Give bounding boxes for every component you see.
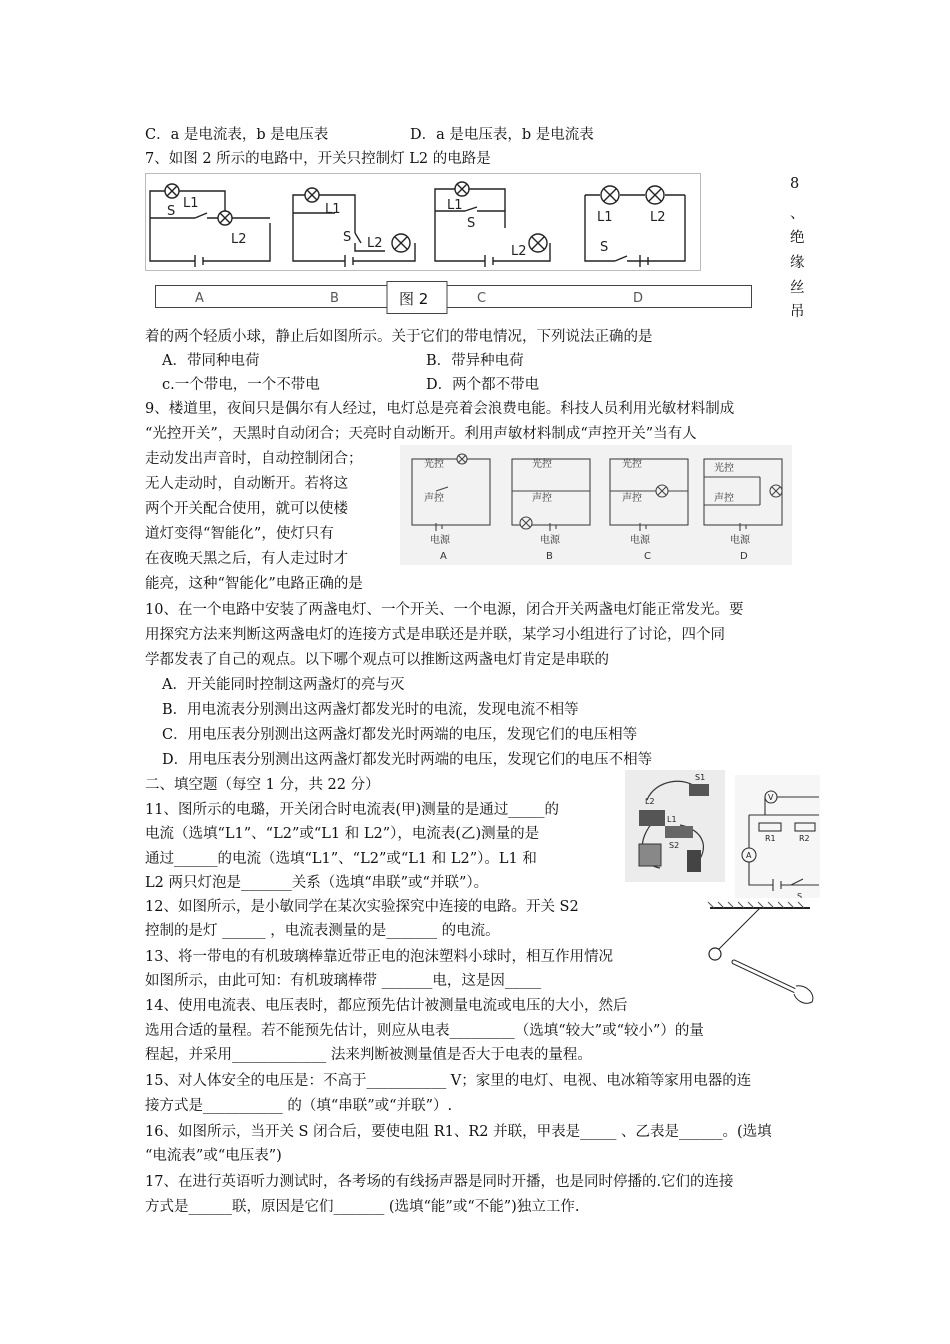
question-10: 10、在一个电路中安装了两盏电灯、一个开关、一个电源，闭合开关两盏电灯能正常发光。要: [145, 602, 744, 618]
question-9: 9、楼道里，夜间只是偶尔有人经过，电灯总是亮着会浪费电能。科技人员利用光敏材料制成: [145, 401, 735, 417]
question-15: 接方式是___________ 的（填“串联”或“并联”）.: [145, 1098, 453, 1114]
question-14: 程起，并采用_____________ 法来判断被测量值是否大于电表的量程。: [145, 1047, 592, 1063]
q8-vertical-char: 8: [790, 176, 800, 192]
figure-11-physical-circuit: [625, 770, 725, 882]
option-label: D: [633, 291, 644, 306]
question-16: “电流表”或“电压表”): [145, 1148, 282, 1164]
figure-9-circuits: [400, 445, 792, 565]
lamp-label: L2: [367, 236, 383, 251]
question-9: 道灯变得“智能化”，使灯只有: [145, 526, 334, 542]
lamp-label: S: [467, 216, 476, 231]
power-label: 电源: [430, 535, 450, 546]
section-heading-fill-in: 二、填空题（每空 1 分，共 22 分）: [145, 777, 380, 793]
option-a-q8: A．带同种电荷: [162, 353, 260, 369]
question-17: 方式是______联，原因是它们_______ (选填“能”或“不能”)独立工作.: [145, 1199, 580, 1215]
resistor-label: R2: [799, 834, 810, 843]
figure-2-option-bar: [155, 281, 755, 315]
q8-vertical-char: 丝: [790, 280, 805, 296]
question-10: 用探究方法来判断这两盏电灯的连接方式是串联还是并联，某学习小组进行了讨论，四个同: [145, 627, 725, 643]
option-c-q10: C．用电压表分别测出这两盏灯都发光时两端的电压，发现它们的电压相等: [162, 727, 638, 743]
figure-2-caption: 图 2: [399, 290, 429, 308]
option-label: D: [740, 551, 748, 562]
lamp-label: L2: [231, 232, 247, 247]
question-16: 16、如图所示，当开关 S 闭合后，要使电阻 R1、R2 并联，甲表是_____ 、乙表是______。(选填: [145, 1124, 772, 1140]
question-9: 走动发出声音时，自动控制闭合；: [145, 451, 363, 467]
figure-16-schematic: [735, 775, 820, 905]
question-9: 无人走动时，自动断开。若将这: [145, 476, 348, 492]
switch-label: 光控: [532, 459, 552, 470]
option-label: C: [644, 551, 651, 562]
switch-label: 声控: [714, 493, 734, 504]
question-8: 着的两个轻质小球，静止后如图所示。关于它们的带电情况，下列说法正确的是: [145, 329, 653, 345]
option-label: C: [477, 291, 487, 306]
option-label: B: [546, 551, 553, 562]
meter-label: A: [746, 851, 752, 860]
lamp-label: L1: [667, 815, 677, 824]
figure-2-circuits: [145, 173, 705, 273]
switch-label: 声控: [622, 493, 642, 504]
question-9: 在夜晚天黑之后，有人走过时才: [145, 551, 348, 567]
option-a-q10: A．开关能同时控制这两盏灯的亮与灭: [162, 677, 405, 693]
power-label: 电源: [630, 535, 650, 546]
meter-label: V: [768, 793, 774, 802]
option-label: A: [195, 291, 204, 306]
question-11: 电流（选填“L1”、“L2”或“L1 和 L2”），电流表(乙)测量的是: [145, 826, 540, 842]
lamp-label: S: [167, 204, 176, 219]
switch-label: S2: [669, 841, 680, 850]
power-label: 电源: [730, 535, 750, 546]
question-9: 能亮，这种“智能化”电路正确的是: [145, 576, 363, 592]
question-7: 7、如图 2 所示的电路中，开关只控制灯 L2 的电路是: [145, 151, 491, 167]
lamp-label: L1: [447, 198, 463, 213]
lamp-label: L2: [645, 797, 655, 806]
q8-vertical-char: 、: [790, 206, 805, 222]
question-11: 11、图所示的电璐，开关闭合时电流表(甲)测量的是通过_____的: [145, 802, 560, 818]
lamp-label: L2: [650, 210, 666, 225]
switch-label: S1: [695, 773, 706, 782]
switch-label: 声控: [532, 493, 552, 504]
resistor-label: R1: [765, 834, 776, 843]
question-11: 通过______的电流（选填“L1”、“L2”或“L1 和 L2”）。L1 和: [145, 851, 537, 867]
option-label: B: [330, 291, 339, 306]
question-10: 学都发表了自己的观点。以下哪个观点可以推断这两盏电灯肯定是串联的: [145, 652, 609, 668]
option-b-q10: B．用电流表分别测出这两盏灯都发光时的电流，发现电流不相等: [162, 702, 579, 718]
power-label: 电源: [540, 535, 560, 546]
option-d-q10: D．用电压表分别测出这两盏灯都发光时两端的电压，发现它们的电压不相等: [162, 752, 653, 768]
lamp-label: S: [600, 240, 609, 255]
option-c-q6: C．a 是电流表，b 是电压表: [145, 127, 329, 143]
option-c-q8: c.一个带电，一个不带电: [162, 377, 320, 393]
option-b-q8: B．带异种电荷: [426, 353, 524, 369]
switch-label: 声控: [424, 493, 444, 504]
question-13: 13、将一带电的有机玻璃棒靠近带正电的泡沫塑料小球时，相互作用情况: [145, 949, 613, 965]
lamp-label: S: [343, 230, 352, 245]
figure-13-ball-and-rod: [700, 898, 822, 1010]
question-14: 选用合适的量程。若不能预先估计，则应从电表_________（选填“较大”或“较小”）的量: [145, 1023, 704, 1039]
question-14: 14、使用电流表、电压表时，都应预先估计被测量电流或电压的大小，然后: [145, 998, 628, 1014]
switch-label: 光控: [714, 463, 734, 474]
question-9: “光控开关”，天黑时自动闭合；天亮时自动断开。利用声敏材料制成“声控开关”当有人: [145, 426, 697, 442]
question-15: 15、对人体安全的电压是：不高于___________ V；家里的电灯、电视、电冰箱等家用电器的连: [145, 1073, 752, 1089]
switch-label: S: [797, 892, 803, 901]
option-label: A: [440, 551, 447, 562]
q8-vertical-char: 缘: [790, 255, 805, 271]
question-9: 两个开关配合使用，就可以使楼: [145, 501, 348, 517]
switch-label: 光控: [622, 459, 642, 470]
question-17: 17、在进行英语听力测试时，各考场的有线扬声器是同时开播，也是同时停播的.它们的连接: [145, 1174, 734, 1190]
lamp-label: L1: [183, 196, 199, 211]
lamp-label: L1: [597, 210, 613, 225]
switch-label: 光控: [424, 459, 444, 470]
q8-vertical-char: 绝: [790, 230, 805, 246]
question-12: 控制的是灯 ______ ，电流表测量的是_______ 的电流。: [145, 923, 500, 939]
question-13: 如图所示，由此可知：有机玻璃棒带 _______电，这是因_____: [145, 973, 542, 989]
q8-vertical-char: 吊: [790, 304, 805, 320]
lamp-label: L1: [325, 202, 341, 217]
question-12: 12、如图所示，是小敏同学在某次实验探究中连接的电路。开关 S2: [145, 899, 579, 915]
lamp-label: L2: [511, 244, 527, 259]
option-d-q8: D．两个都不带电: [426, 377, 540, 393]
question-11: L2 两只灯泡是_______关系（选填“串联”或“并联”）。: [145, 875, 489, 891]
option-d-q6: D．a 是电压表，b 是电流表: [410, 127, 594, 143]
